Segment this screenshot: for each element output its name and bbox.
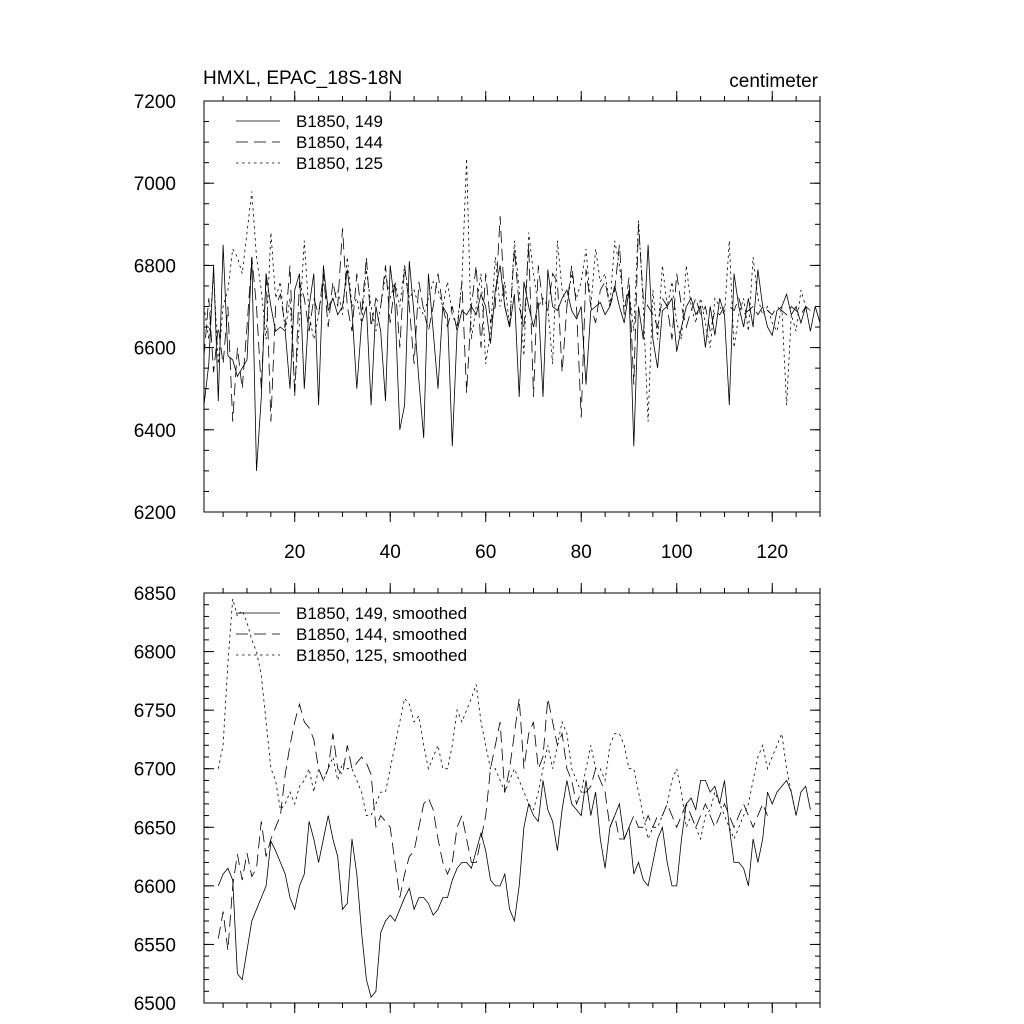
top-xtick-label: 80 [570, 542, 592, 563]
top-axis-ticks [134, 91, 820, 563]
bottom-series-2-line [218, 698, 767, 950]
bottom-ytick-label: 6500 [133, 994, 176, 1015]
top-chart-title: HMXL, EPAC_18S-18N [203, 68, 403, 89]
bottom-ytick-label: 6550 [133, 935, 176, 957]
top-xtick-label: 120 [756, 542, 789, 563]
bottom-panel [134, 583, 820, 1015]
top-legend [236, 112, 383, 173]
bottom-ytick-label: 6700 [133, 759, 176, 781]
bottom-legend [236, 604, 467, 665]
bottom-series-1-line [218, 780, 810, 997]
bottom-legend-label-3: B1850, 125, smoothed [296, 646, 468, 665]
top-ytick-label: 6800 [133, 256, 176, 278]
top-chart-units: centimeter [729, 71, 818, 92]
top-series-group [204, 159, 820, 471]
top-panel [134, 68, 820, 563]
bottom-axis-ticks [134, 583, 820, 1015]
top-ytick-label: 7200 [133, 92, 176, 113]
top-xtick-label: 40 [379, 542, 401, 563]
top-ytick-label: 7000 [133, 174, 176, 196]
top-legend-label-2: B1850, 144 [296, 133, 383, 152]
top-series-2-line [204, 216, 810, 422]
top-ytick-label: 6200 [133, 503, 176, 524]
bottom-ytick-label: 6650 [133, 818, 176, 840]
top-xtick-label: 60 [475, 542, 497, 563]
bottom-ytick-label: 6600 [133, 876, 176, 898]
top-legend-label-3: B1850, 125 [296, 154, 383, 173]
top-xtick-label: 100 [660, 542, 693, 563]
bottom-ytick-label: 6800 [133, 642, 176, 664]
top-xtick-label: 20 [284, 542, 306, 563]
bottom-legend-label-2: B1850, 144, smoothed [296, 625, 468, 644]
top-ytick-label: 6400 [133, 420, 176, 442]
top-legend-label-1: B1850, 149 [296, 112, 383, 131]
top-ytick-label: 6600 [133, 338, 176, 360]
bottom-ytick-label: 6750 [133, 701, 176, 723]
bottom-ytick-label: 6850 [133, 584, 176, 605]
bottom-legend-label-1: B1850, 149, smoothed [296, 604, 468, 623]
